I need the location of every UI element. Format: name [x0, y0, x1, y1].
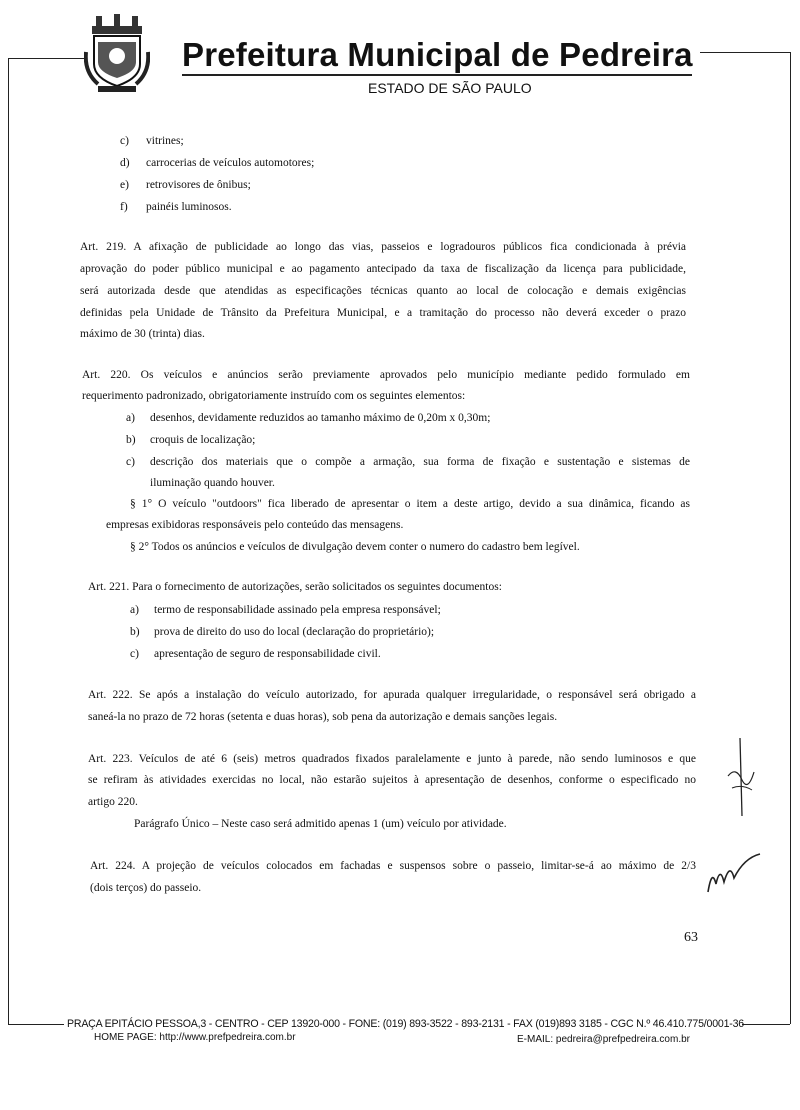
art-223-line: Art. 223. Veículos de até 6 (seis) metros quadrados fixados paralelamente e junto à parede, não sendo luminosos e que — [88, 753, 696, 765]
list-item-label: c) — [126, 456, 135, 468]
frame-left — [8, 58, 9, 1024]
list-item-label: c) — [120, 135, 129, 147]
art-221-intro: Art. 221. Para o fornecimento de autorizações, serão solicitados os seguintes documentos: — [88, 581, 502, 593]
page-subtitle: ESTADO DE SÃO PAULO — [368, 80, 532, 96]
list-item-label: e) — [120, 179, 129, 191]
page-number: 63 — [684, 930, 698, 945]
list-item: retrovisores de ônibus; — [146, 179, 251, 191]
art-224-line: (dois terços) do passeio. — [90, 882, 202, 894]
list-item-label: f) — [120, 201, 128, 213]
art-219-line: Art. 219. A afixação de publicidade ao longo das vias, passeios e logradouros públicos fica condicionada à prévia — [80, 241, 686, 253]
footer-email: E-MAIL: pedreira@prefpedreira.com.br — [517, 1034, 690, 1045]
paragraph-1: § 1° O veículo "outdoors" fica liberado de apresentar o item a deste artigo, devido a sua dinâmica, ficando as — [130, 498, 690, 510]
list-item: carrocerias de veículos automotores; — [146, 157, 315, 169]
frame-top-left — [8, 58, 84, 59]
art-223-line: artigo 220. — [88, 796, 138, 808]
list-item: vitrines; — [146, 135, 184, 147]
footer-address: PRAÇA EPITÁCIO PESSOA,3 - CENTRO - CEP 13920-000 - FONE: (019) 893-3522 - 893-2131 - FAX (019)893 3185 - CGC N.º 46.410.775/0001-36 — [67, 1018, 745, 1030]
art-224-line: Art. 224. A projeção de veículos colocados em fachadas e suspensos sobre o passeio, limitar-se-á ao máximo de 2/3 — [90, 860, 696, 872]
list-item: apresentação de seguro de responsabilidade civil. — [154, 648, 381, 660]
signature-initials-mark — [724, 736, 760, 822]
paragraph-1-cont: empresas exibidoras responsáveis pelo conteúdo das mensagens. — [106, 519, 404, 531]
list-item-continuation: iluminação quando houver. — [150, 477, 275, 489]
list-item: painéis luminosos. — [146, 201, 232, 213]
signature-scribble-mark — [704, 848, 762, 896]
art-222-line: saneá-la no prazo de 72 horas (setenta e duas horas), sob pena da autorização e demais sanções legais. — [88, 711, 558, 723]
frame-bottom-right — [742, 1024, 790, 1025]
art-219-line: aprovação do poder público municipal e ao pagamento antecipado da taxa de fiscalização da licença para publicidade, — [80, 263, 686, 275]
list-item-label: a) — [126, 412, 135, 424]
municipal-crest-logo — [84, 12, 150, 96]
art-220-line: requerimento padronizado, obrigatoriamente instruído com os seguintes elementos: — [82, 390, 466, 402]
list-item: descrição dos materiais que o compõe a armação, sua forma de fixação e sustentação e sistemas de — [150, 456, 690, 468]
list-item: termo de responsabilidade assinado pela empresa responsável; — [154, 604, 441, 616]
list-item: croquis de localização; — [150, 434, 256, 446]
list-item-label: d) — [120, 157, 130, 169]
title-underline — [182, 74, 692, 76]
art-219-line: definidas pela Unidade de Trânsito da Prefeitura Municipal, e a tramitação do processo não deverá exceder o prazo — [80, 307, 686, 319]
list-item-label: b) — [126, 434, 136, 446]
art-223-paragraph: Parágrafo Único – Neste caso será admitido apenas 1 (um) veículo por atividade. — [134, 818, 507, 830]
list-item-label: a) — [130, 604, 139, 616]
art-220-line: Art. 220. Os veículos e anúncios serão previamente aprovados pelo município mediante pedido formulado em — [82, 369, 690, 381]
page-title: Prefeitura Municipal de Pedreira — [182, 36, 693, 73]
footer-home-page: HOME PAGE: http://www.prefpedreira.com.br — [94, 1032, 296, 1043]
paragraph-2: § 2° Todos os anúncios e veículos de divulgação devem conter o numero do cadastro bem legível. — [130, 541, 580, 553]
art-223-line: se refiram às atividades exercidas no local, não estarão sujeitos à apresentação de desenhos, conforme o especificado no — [88, 774, 696, 786]
list-item: prova de direito do uso do local (declaração do proprietário); — [154, 626, 435, 638]
art-219-line: será autorizada desde que atendidas as especificações técnicas quanto ao local de colocação e demais exigências — [80, 285, 686, 297]
art-219-line: máximo de 30 (trinta) dias. — [80, 328, 205, 340]
frame-top-right — [700, 52, 790, 53]
list-item-label: b) — [130, 626, 140, 638]
list-item: desenhos, devidamente reduzidos ao tamanho máximo de 0,20m x 0,30m; — [150, 412, 491, 424]
list-item-label: c) — [130, 648, 139, 660]
art-222-line: Art. 222. Se após a instalação do veículo autorizado, for apurada qualquer irregularidade, o responsável será obrigado a — [88, 689, 696, 701]
frame-right — [790, 52, 791, 1024]
frame-bottom-left — [8, 1024, 64, 1025]
